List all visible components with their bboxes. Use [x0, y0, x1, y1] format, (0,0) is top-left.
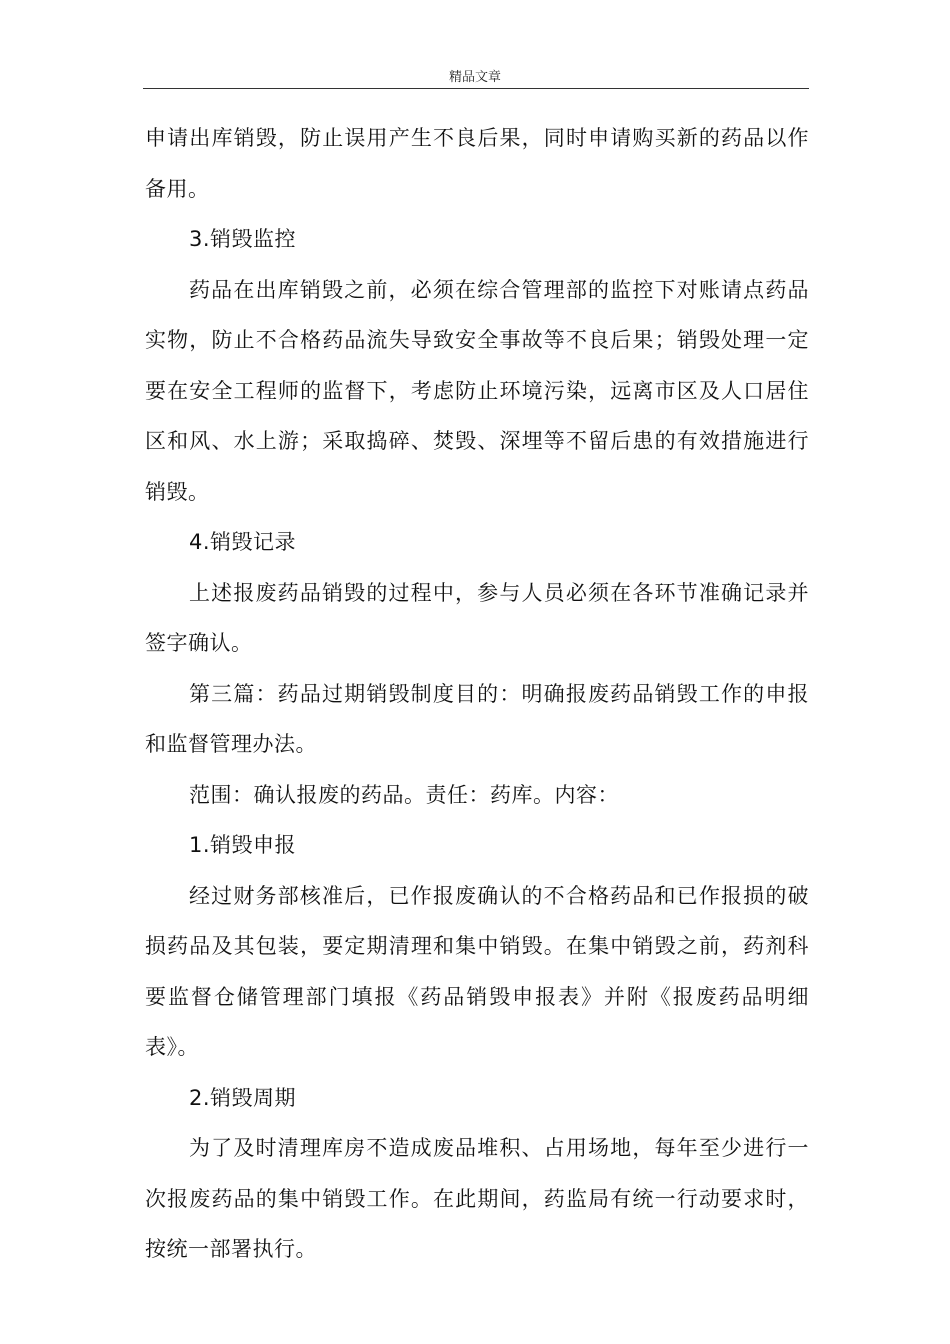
header-divider [143, 88, 809, 89]
section-heading: 4.销毁记录 [189, 530, 297, 554]
paragraph: 为了及时清理库房不造成废品堆积、占用场地，每年至少进行一次报废药品的集中销毁工作。在此期间，药监局有统一行动要求时，按统一部署执行。 [145, 1136, 809, 1261]
section-heading: 1.销毁申报 [189, 833, 297, 857]
paragraph-continuation: 申请出库销毁，防止误用产生不良后果，同时申请购买新的药品以作备用。 [145, 126, 809, 201]
document-body [145, 113, 809, 1275]
page-header-title: 精品文章 [448, 70, 501, 85]
paragraph: 上述报废药品销毁的过程中，参与人员必须在各环节准确记录并签字确认。 [145, 580, 809, 655]
paragraph: 经过财务部核准后，已作报废确认的不合格药品和已作报损的破损药品及其包装，要定期清理和集中销毁。在集中销毁之前，药剂科要监督仓储管理部门填报《药品销毁申报表》并附《报废药品明细表》。 [145, 883, 809, 1059]
paragraph: 第三篇：药品过期销毁制度目的：明确报废药品销毁工作的申报和监督管理办法。 [145, 681, 809, 756]
paragraph: 范围：确认报废的药品。责任：药库。内容： [189, 782, 619, 807]
section-heading: 3.销毁监控 [189, 227, 297, 251]
paragraph: 药品在出库销毁之前，必须在综合管理部的监控下对账请点药品实物，防止不合格药品流失导致安全事故等不良后果；销毁处理一定要在安全工程师的监督下，考虑防止环境污染，远离市区及人口居住区和风、水上游；采取捣碎、焚毁、深埋等不留后患的有效措施进行销毁。 [145, 277, 809, 504]
section-heading: 2.销毁周期 [189, 1085, 297, 1110]
